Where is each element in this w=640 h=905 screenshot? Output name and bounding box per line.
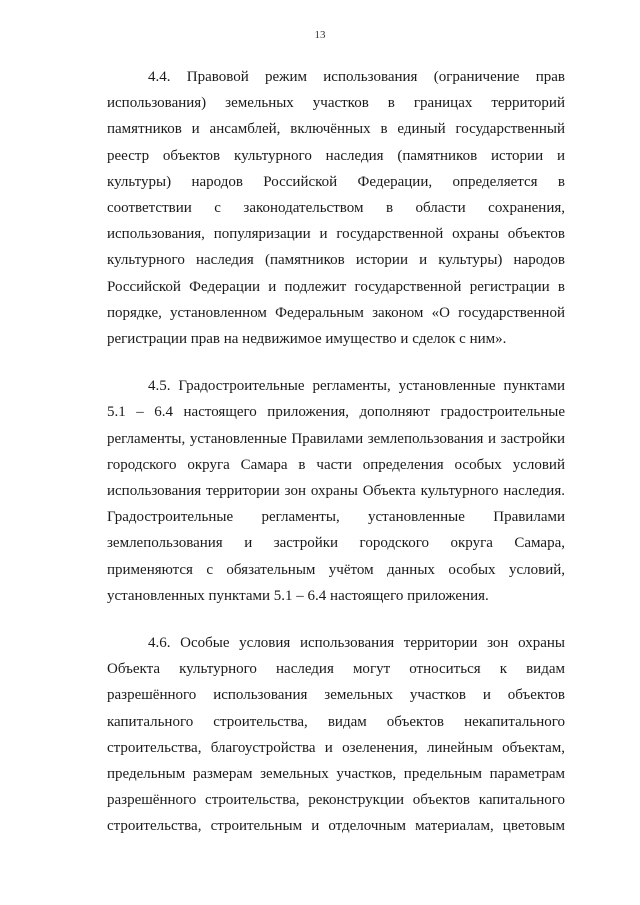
text-line: капитального строительства, видам объектов некапитального (107, 713, 565, 730)
text-line: разрешённого строительства, реконструкции объектов капитального (107, 792, 565, 809)
document-body (107, 64, 565, 840)
text-line: Объекта культурного наследия могут относиться к видам (107, 661, 565, 678)
text-line: культурного наследия (памятников истории и культуры) народов (107, 252, 565, 269)
text-line: соответствии с законодательством в области сохранения, (107, 200, 565, 217)
text-line: 4.5. Градостроительные регламенты, установленные пунктами (148, 378, 565, 395)
text-line: строительства, благоустройства и озеленения, линейным объектам, (107, 739, 565, 756)
page-number: 13 (314, 29, 326, 41)
text-line: применяются с обязательным учётом данных особых условий, (107, 561, 565, 578)
text-line: разрешённого использования земельных участков и объектов (107, 687, 565, 704)
text-line: использования) земельных участков в границах территорий (107, 95, 565, 112)
text-line: городского округа Самара в части определения особых условий (107, 456, 565, 473)
text-line: использования, популяризации и государственной охраны объектов (107, 226, 565, 243)
text-line: 4.6. Особые условия использования территории зон охраны (148, 635, 565, 652)
text-line: памятников и ансамблей, включённых в единый государственный (107, 121, 565, 138)
text-line: установленных пунктами 5.1 – 6.4 настоящего приложения. (107, 587, 489, 604)
text-line: Российской Федерации и подлежит государственной регистрации в (107, 278, 565, 295)
text-line: порядке, установленном Федеральным законом «О государственной (107, 304, 565, 321)
text-line: предельным размерам земельных участков, предельным параметрам (107, 766, 565, 783)
paragraph-4-6 (107, 630, 565, 840)
text-line: использования территории зон охраны Объекта культурного наследия. (107, 483, 565, 500)
text-line: строительства, строительным и отделочным материалам, цветовым (107, 818, 565, 835)
text-line: регламенты, установленные Правилами землепользования и застройки (107, 430, 565, 447)
paragraph-4-4 (107, 64, 565, 352)
text-line: реестр объектов культурного наследия (памятников истории и (107, 147, 565, 164)
text-line: регистрации прав на недвижимое имущество и сделок с ним». (107, 331, 507, 348)
text-line: землепользования и застройки городского округа Самара, (107, 535, 565, 552)
text-line: Градостроительные регламенты, установленные Правилами (107, 509, 565, 526)
text-line: 5.1 – 6.4 настоящего приложения, дополняют градостроительные (107, 404, 565, 421)
text-line: культуры) народов Российской Федерации, определяется в (107, 173, 565, 190)
paragraph-4-5 (107, 373, 565, 609)
text-line: 4.4. Правовой режим использования (ограничение прав (148, 69, 565, 85)
